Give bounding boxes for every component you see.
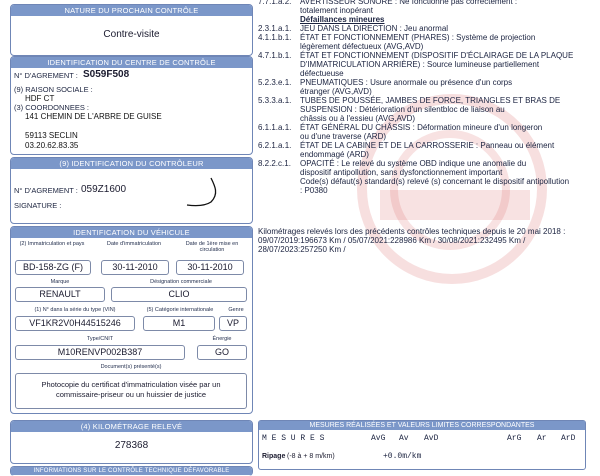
vehicle-docs-box bbox=[15, 373, 247, 409]
vehicle-category: M1 bbox=[143, 316, 215, 331]
mileage-box bbox=[10, 420, 253, 464]
next-control-value: Contre-visite bbox=[103, 29, 160, 40]
next-control-header: NATURE DU PROCHAIN CONTRÔLE bbox=[11, 5, 252, 16]
vehicle-first-circ-label: Date de 1ère mise en circulation bbox=[185, 241, 239, 253]
defect-line bbox=[258, 114, 594, 123]
controller-agreement-value: 059Z1600 bbox=[81, 184, 127, 195]
measures-header: MESURES RÉALISÉES ET VALEURS LIMITES CORRESPONDANTES bbox=[259, 421, 585, 430]
vehicle-reg-date: 30-11-2010 bbox=[101, 260, 169, 275]
defect-line bbox=[258, 186, 594, 195]
controller-header: (9) IDENTIFICATION DU CONTRÔLEUR bbox=[11, 158, 252, 169]
centre-address-line2: 59113 SECLIN bbox=[25, 131, 78, 140]
centre-agreement-label: N° D'AGREMENT : bbox=[14, 71, 78, 80]
defect-line bbox=[258, 177, 594, 186]
measures-col-ard: ArD bbox=[561, 434, 576, 443]
centre-phone: 03.20.62.83.35 bbox=[25, 141, 79, 150]
measures-row-label: Ripage bbox=[262, 453, 286, 460]
signature-image bbox=[181, 172, 241, 212]
defect-line bbox=[258, 96, 594, 105]
defect-text: AVERTISSEUR SONORE : Ne fonctionne pas correctement : bbox=[300, 0, 518, 6]
vehicle-brand: RENAULT bbox=[15, 287, 105, 302]
unfavourable-info-box bbox=[10, 466, 253, 476]
defect-text: SUSPENSION : Détérioration d'un silentbloc de liaison au bbox=[300, 105, 505, 114]
vehicle-vin-label: (1) N° dans la série du type (VIN) bbox=[34, 307, 116, 313]
defect-text: défectueuse bbox=[300, 69, 344, 78]
defect-code: 4.7.1.b.1. bbox=[258, 51, 292, 60]
vehicle-docs-label: Document(s) présenté(s) bbox=[100, 364, 162, 370]
defect-code: 2.3.1.a.1. bbox=[258, 24, 292, 33]
defect-line bbox=[258, 132, 594, 141]
defect-text: ÉTAT GÉNÉRAL DU CHÂSSIS : Déformation mineure d'un longeron bbox=[300, 123, 543, 132]
vehicle-type-label: Type/CNIT bbox=[86, 336, 114, 342]
defect-line bbox=[258, 105, 594, 114]
history-line2: 09/07/2019:196673 Km / 05/07/2021:228986 Km / 30/08/2021:232495 Km / bbox=[258, 236, 526, 245]
defect-line bbox=[258, 150, 594, 159]
controller-agreement-label: N° D'AGREMENT : bbox=[14, 186, 78, 195]
measures-col-avg: AvG bbox=[371, 434, 386, 443]
defect-line bbox=[258, 123, 594, 132]
vehicle-docs-line2: commissaire-priseur ou un huissier de justice bbox=[55, 390, 207, 399]
measures-row-value: +0.0m/km bbox=[383, 452, 422, 461]
defect-line bbox=[258, 69, 594, 78]
defect-text: légèrement défectueux (AVG,AVD) bbox=[300, 42, 424, 51]
defect-code: 5.3.3.a.1. bbox=[258, 96, 292, 105]
vehicle-docs-line1: Photocopie du certificat d'immatriculation visée par un bbox=[41, 380, 221, 389]
defect-text: D'IMMATRICULATION ARRIÈRE) : Source lumineuse partiellement bbox=[300, 60, 540, 69]
vehicle-brand-label: Marque bbox=[50, 279, 70, 285]
measures-row-unit: (-8 à + 8 m/km) bbox=[287, 453, 335, 460]
minor-defects-title bbox=[258, 15, 594, 24]
defect-code: 4.1.1.b.1. bbox=[258, 33, 292, 42]
history-line3: 28/07/2023:257250 Km / bbox=[258, 245, 346, 254]
defect-text: JEU DANS LA DIRECTION : Jeu anormal bbox=[300, 24, 449, 33]
history-line1: Kilométrages relevés lors des précédents contrôles techniques depuis le 20 mai 2018 : bbox=[258, 227, 566, 236]
defect-text: dispositif antipollution, sans dysfonctionnement important bbox=[300, 168, 503, 177]
defect-text: Défaillances mineures bbox=[300, 15, 385, 24]
defect-top-line bbox=[258, 6, 594, 15]
vehicle-header: IDENTIFICATION DU VÉHICULE bbox=[11, 227, 252, 238]
defect-text: ÉTAT ET FONCTIONNEMENT (PHARES) : Système de projection bbox=[300, 33, 536, 42]
defect-text: PNEUMATIQUES : Usure anormale ou présence d'un corps bbox=[300, 78, 513, 87]
controller-box bbox=[10, 157, 253, 224]
measures-col-arg: ArG bbox=[507, 434, 522, 443]
defect-text: endommagé (ARD) bbox=[300, 150, 369, 159]
measures-col-ar: Ar bbox=[537, 434, 547, 443]
defect-text: : P0380 bbox=[300, 186, 328, 195]
defect-text: TUBES DE POUSSÉE, JAMBES DE FORCE, TRIANGLES ET BRAS DE bbox=[300, 96, 561, 105]
vehicle-genre: VP bbox=[219, 316, 247, 331]
defect-line bbox=[258, 159, 594, 168]
defect-text: ou d'une traverse (ARD) bbox=[300, 132, 387, 141]
next-control-box bbox=[10, 4, 253, 56]
vehicle-type: M10RENVP002B387 bbox=[15, 345, 185, 360]
vehicle-model: CLIO bbox=[111, 287, 247, 302]
defect-line bbox=[258, 87, 594, 96]
defect-line bbox=[258, 24, 594, 33]
vehicle-cat-label: (5) Catégorie internationale bbox=[146, 307, 214, 313]
defect-code: 8.2.2.c.1. bbox=[258, 159, 291, 168]
unfavourable-info-header: INFORMATIONS SUR LE CONTRÔLE TECHNIQUE DÉFAVORABLE bbox=[11, 467, 252, 475]
defect-text: OPACITÉ : Le relevé du système OBD indique une anomalie du bbox=[300, 159, 527, 168]
defect-text: totalement inopérant bbox=[300, 6, 373, 15]
mileage-header: (4) KILOMÉTRAGE RELEVÉ bbox=[11, 421, 252, 432]
measures-col-title: M E S U R E S bbox=[262, 434, 325, 443]
measures-col-avd: AvD bbox=[424, 434, 439, 443]
centre-header: IDENTIFICATION DU CENTRE DE CONTRÔLE bbox=[11, 57, 252, 68]
defect-line bbox=[258, 42, 594, 51]
centre-address-line1: 141 CHEMIN DE L'ARBRE DE GUISE bbox=[25, 112, 162, 121]
defect-code: 6.1.1.a.1. bbox=[258, 123, 292, 132]
defect-code: 6.2.1.a.1. bbox=[258, 141, 292, 150]
centre-agreement-value: S059F508 bbox=[83, 69, 130, 80]
defect-line bbox=[258, 78, 594, 87]
defect-text: ÉTAT ET FONCTIONNEMENT (DISPOSITIF D'ÉCLAIRAGE DE LA PLAQUE bbox=[300, 51, 574, 60]
defect-text: étranger (AVG,AVD) bbox=[300, 87, 372, 96]
measures-col-av: Av bbox=[399, 434, 409, 443]
vehicle-vin: VF1KR2V0H44515246 bbox=[15, 316, 135, 331]
defect-code: 5.2.3.e.1. bbox=[258, 78, 292, 87]
centre-name-value: HDF CT bbox=[25, 94, 55, 103]
centre-box bbox=[10, 56, 253, 155]
vehicle-energy: GO bbox=[197, 345, 247, 360]
vehicle-energy-label: Énergie bbox=[212, 336, 232, 342]
defect-text: châssis ou à l'essieu (AVG,AVD) bbox=[300, 114, 416, 123]
defect-line bbox=[258, 60, 594, 69]
defect-line bbox=[258, 51, 594, 60]
measures-table bbox=[258, 420, 586, 470]
defect-line bbox=[258, 33, 594, 42]
vehicle-genre-label: Genre bbox=[228, 307, 244, 313]
centre-address-label: (3) COORDONNEES : bbox=[14, 103, 90, 112]
vehicle-reg-label: (2) Immatriculation et pays bbox=[19, 241, 85, 247]
vehicle-reg-date-label: Date d'immatriculation bbox=[106, 241, 162, 247]
defect-text: Code(s) défaut(s) standard(s) relevé (s) concernant le dispositif antipollution bbox=[300, 177, 570, 186]
controller-signature-label: SIGNATURE : bbox=[14, 201, 62, 210]
mileage-history bbox=[258, 227, 593, 254]
defect-text: ÉTAT DE LA CABINE ET DE LA CARROSSERIE : Panneau ou élément bbox=[300, 141, 555, 150]
defect-line bbox=[258, 141, 594, 150]
vehicle-model-label: Désignation commerciale bbox=[150, 279, 212, 285]
vehicle-box bbox=[10, 226, 253, 414]
defect-line bbox=[258, 168, 594, 177]
defect-code: 7.7.1.a.2. bbox=[258, 0, 292, 6]
mileage-value: 278368 bbox=[114, 440, 149, 451]
centre-name-label: (9) RAISON SOCIALE : bbox=[14, 85, 93, 94]
vehicle-registration: BD-158-ZG (F) bbox=[15, 260, 91, 275]
vehicle-first-date: 30-11-2010 bbox=[176, 260, 244, 275]
